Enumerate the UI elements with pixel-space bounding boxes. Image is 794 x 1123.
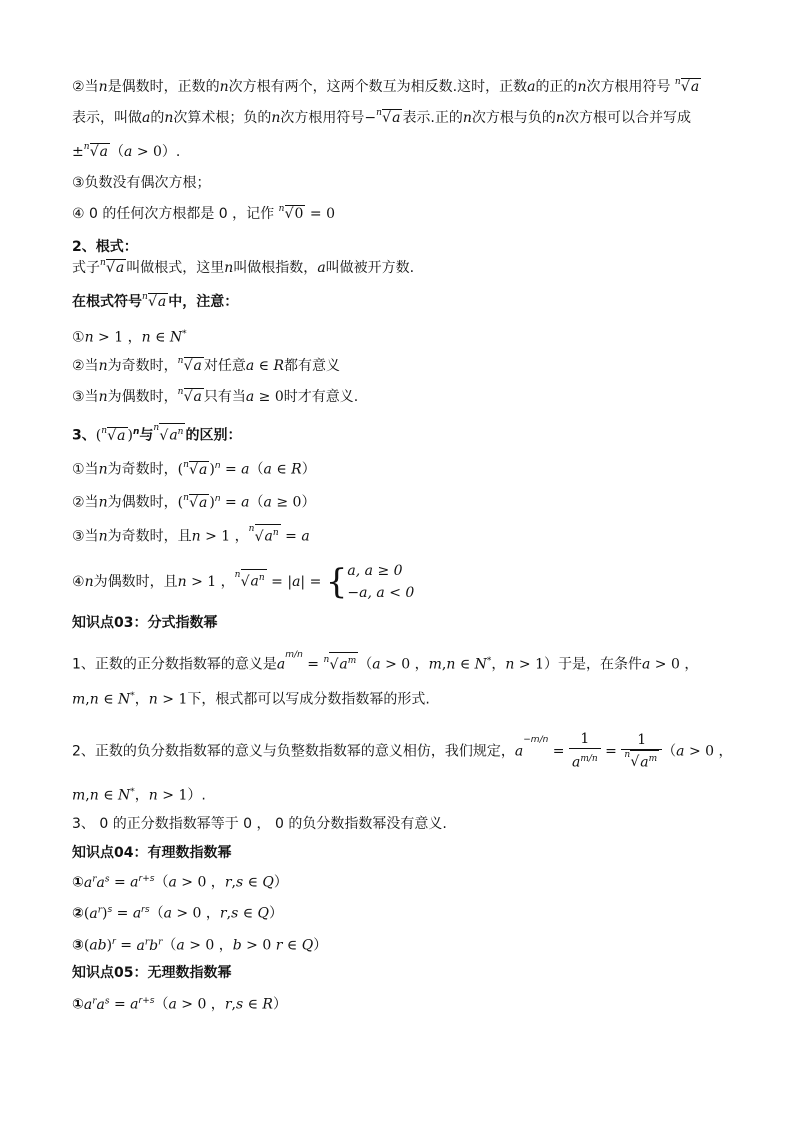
diff-3: ③当n为奇数时，且n > 1 ， n √ $a^n = a$ xyxy=(72,524,310,547)
kp04-rule-1: $①a^ra^s = a^{r+s}(a > 0$ ，r,s ∈ Q） xyxy=(72,874,288,891)
kp03-p3: 3、 0 的正分数指数幂等于 0 ， 0 的负分数指数幂没有意义. xyxy=(72,816,447,832)
kp04-title: 知识点04：有理数指数幂 xyxy=(72,845,232,861)
radical-note-2: ②当n为奇数时， n √ a 对任意a ∈ R都有意义 xyxy=(72,356,340,376)
paragraph-even-root: ②当n是偶数时，正数的n次方根有两个，这两个数互为相反数.这时，正数a的正的n次方根用符号 n √ a xyxy=(72,77,701,97)
radical-note-1: ①n > 1 ，n ∈ N* xyxy=(72,329,187,346)
section-3-title: 3、( n √ a )$^n$与 n √ $a^n$ 的区别： xyxy=(72,422,241,446)
diff-1: ①当n为奇数时，( n √ a )$^n$ = a（a ∈ R） xyxy=(72,456,316,480)
diff-2: ②当n为偶数时，( n √ a )$^n$ = a（a ≥ 0） xyxy=(72,489,315,513)
section-2-title: 2、根式： xyxy=(72,239,138,255)
radical-definition: 式子 n √ a 叫做根式，这里n叫做根指数，a叫做被开方数. xyxy=(72,258,414,278)
kp05-rule-1: $①a^ra^s = a^{r+s}(a > 0$ ，r,s ∈ R） xyxy=(72,996,287,1013)
negative-no-even-root: ③负数没有偶次方根； xyxy=(72,175,211,191)
nth-root-symbol: n √ a xyxy=(675,77,701,97)
kp04-rule-3: ③(ab)$^r$ = $a^rb^r(a > 0$ ，b > 0 r ∈ Q） xyxy=(72,937,328,954)
kp03-p2: 2、正数的负分数指数幂的意义与负整数指数幂的意义相仿，我们规定，$a^{-m/n}$ = $\frac{1}{a^{m/n}}$ = 1 n √ $a^m$ （a > 0 ， xyxy=(72,728,733,773)
zero-root: ④ 0 的任何次方根都是 0 ，记作 n √ 0 = 0 xyxy=(72,204,335,224)
kp03-title: 知识点03：分式指数幂 xyxy=(72,615,218,631)
kp03-p1: 1、正数的正分数指数幂的意义是$a^{m/n}$ = n √ $a^m$ （a > 0 ，m,n ∈ N*，n > 1）于是，在条件a > 0 ， xyxy=(72,648,698,678)
kp03-p1b: m,n ∈ N*，n > 1下，根式都可以写成分数指数幂的形式. xyxy=(72,691,430,708)
diff-4: ④n为偶数时，且n > 1 ， n √ $a^n = |a|$ = { a, a ≥ 0 −a, a < 0 xyxy=(72,560,414,604)
kp03-p2b: m,n ∈ N*，n > 1）. xyxy=(72,787,206,804)
kp04-rule-2: $②(a^r)^s = a^{rs}(a > 0$ ，r,s ∈ Q） xyxy=(72,905,284,922)
paragraph-even-root-3: ± n √ a （a > 0）. xyxy=(72,142,180,162)
paragraph-even-root-2: 表示，叫做a的n次算术根；负的n次方根用符号− n √ a 表示.正的n次方根与负的n次方根可以合并写成 xyxy=(72,108,691,128)
radical-note-heading: 在根式符号 n √ a 中，注意： xyxy=(72,292,238,312)
kp05-title: 知识点05：无理数指数幂 xyxy=(72,965,232,981)
radical-note-3: ③当n为偶数时， n √ a 只有当a ≥ 0时才有意义. xyxy=(72,387,358,407)
